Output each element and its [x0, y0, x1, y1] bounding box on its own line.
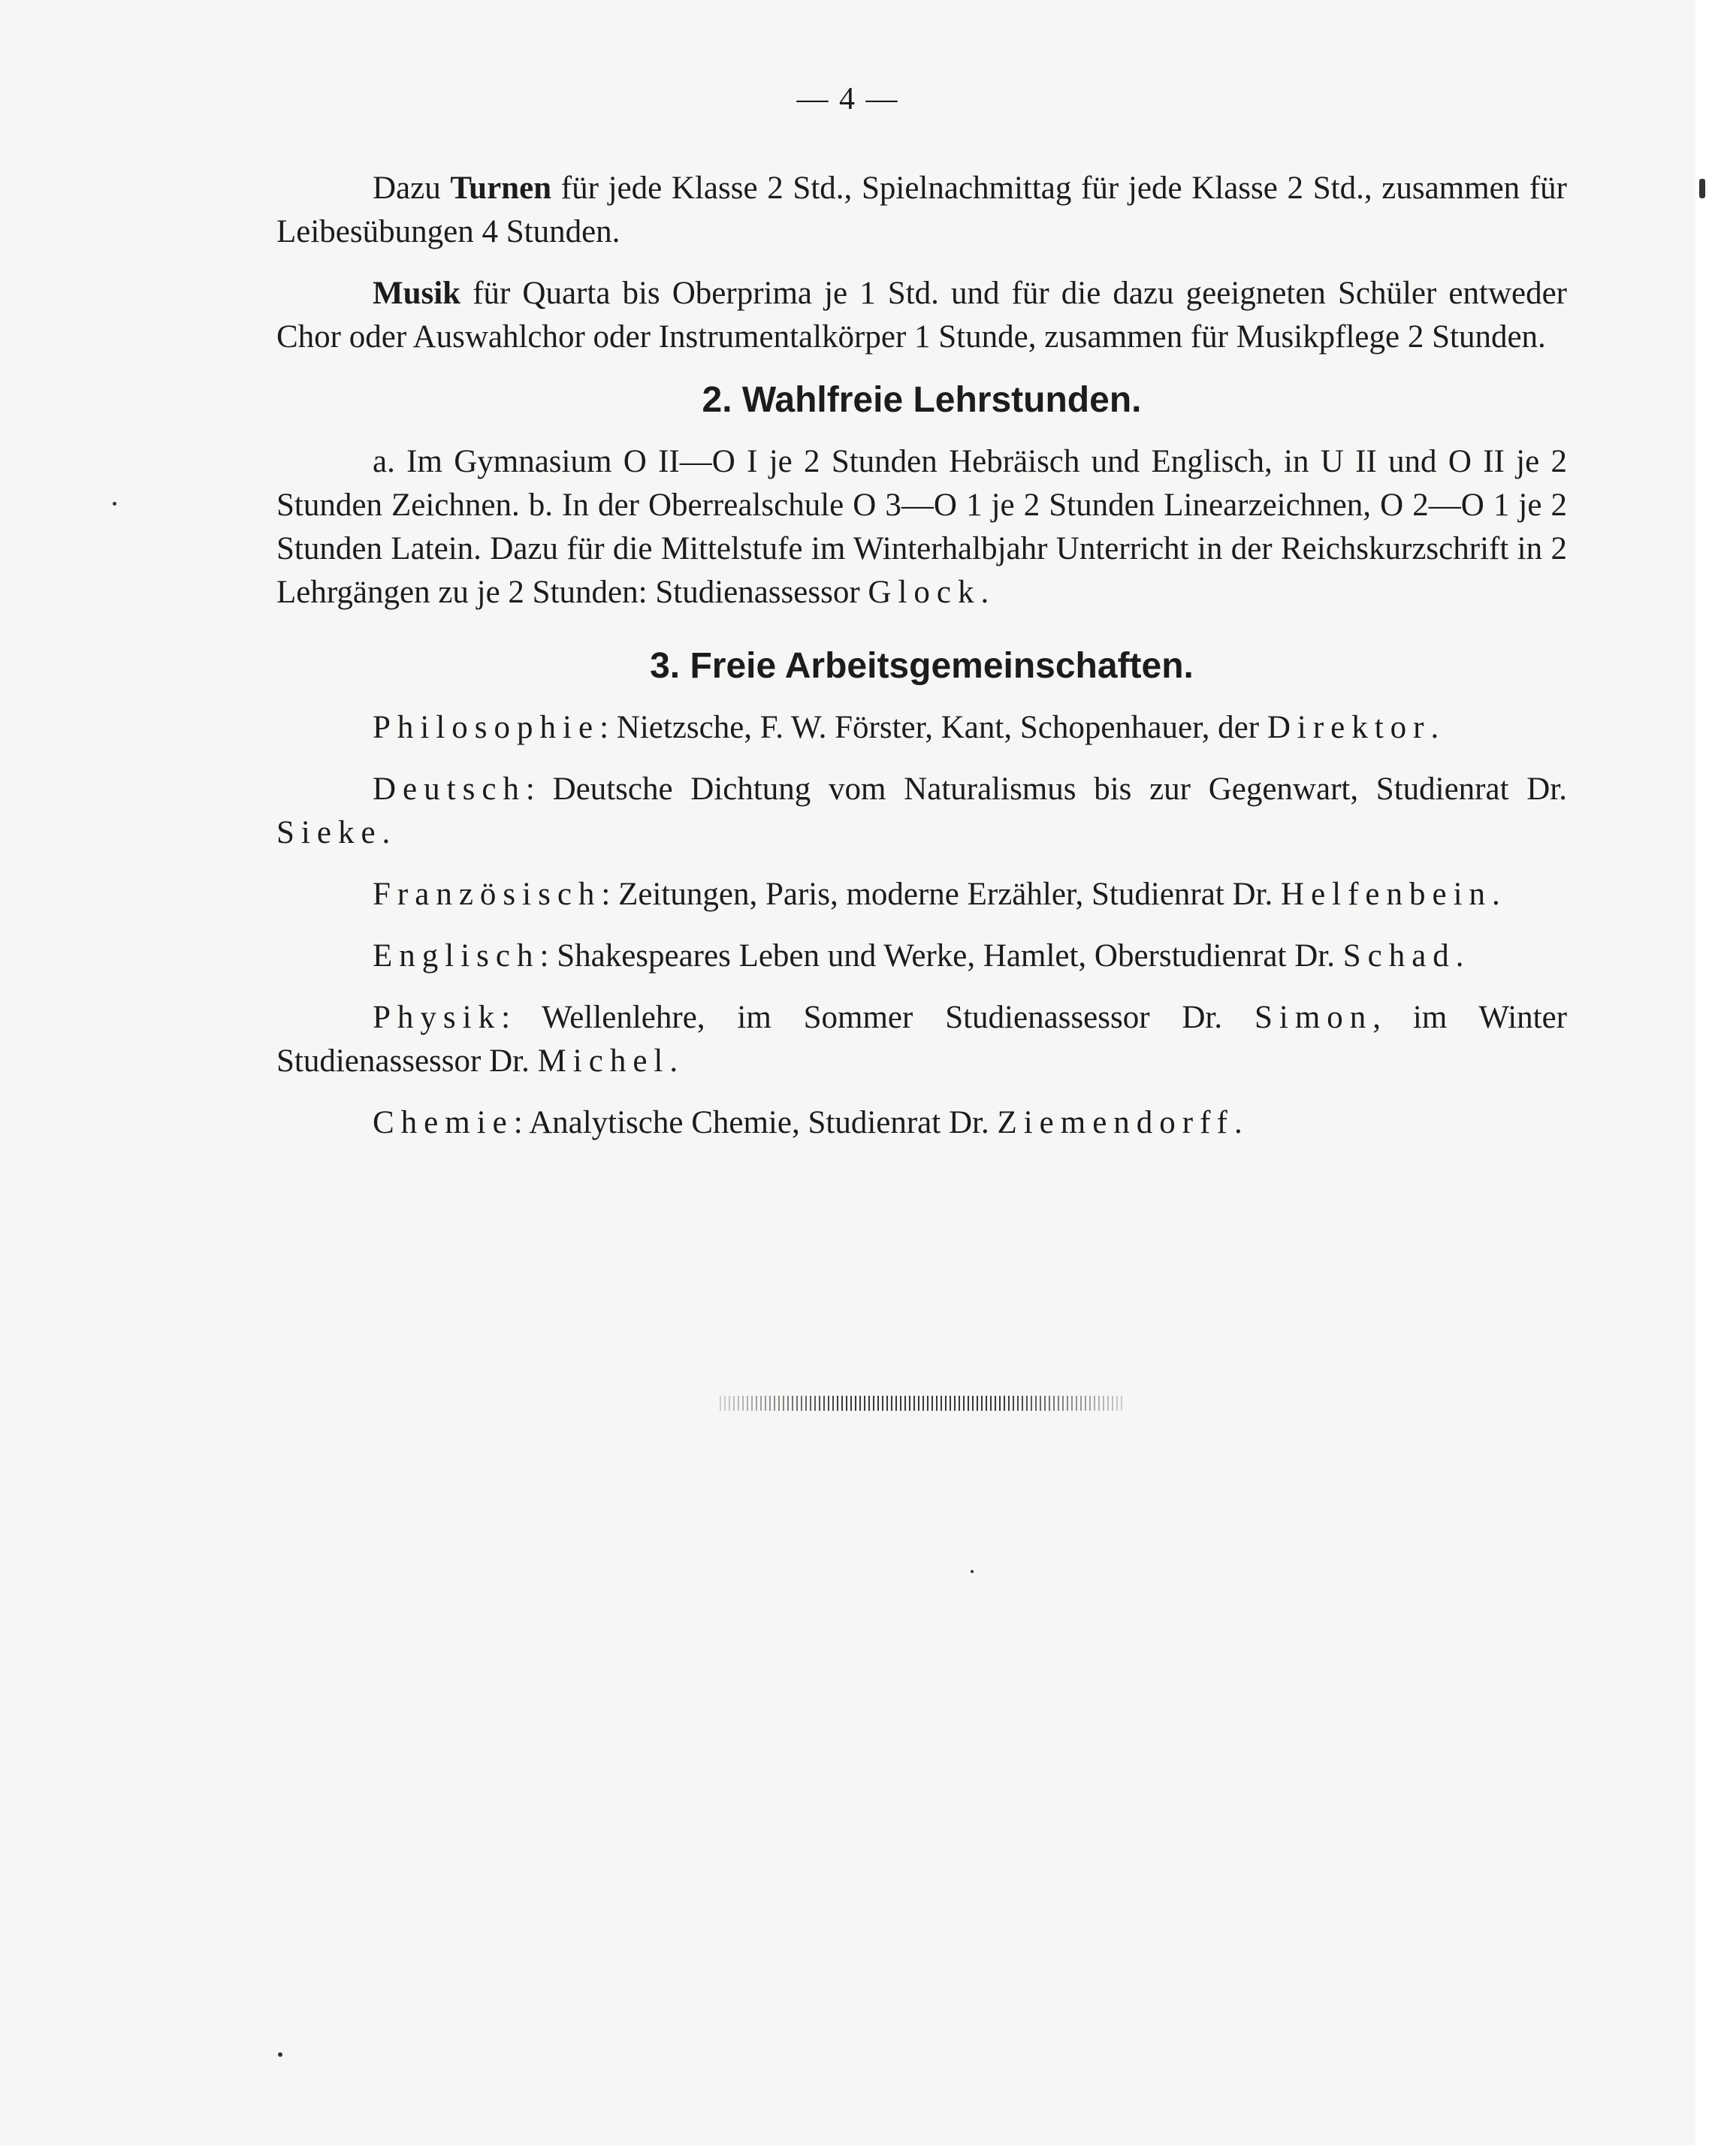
subject-name: Physik — [373, 1000, 502, 1035]
person-name: Ziemendorff — [997, 1105, 1234, 1140]
subject-name: Französisch — [373, 877, 602, 912]
subject-name: Chemie — [373, 1105, 514, 1140]
person-name: Simon — [1254, 1000, 1373, 1035]
separator: : — [513, 1105, 530, 1140]
person-name: Glock — [868, 575, 981, 610]
heading-freie-arbeitsgemeinschaften: 3. Freie Arbeitsgemeinschaften. — [650, 646, 1194, 686]
page-number: — 4 — — [796, 82, 899, 116]
item-text: Analytische Chemie, Studienrat Dr. — [529, 1105, 998, 1140]
text-run: . — [1492, 877, 1500, 912]
subject-name: Englisch — [373, 938, 540, 974]
item-deutsch — [276, 768, 1567, 855]
item-text: Zeitungen, Paris, moderne Erzähler, Studienrat Dr. — [618, 877, 1282, 912]
item-physik — [276, 996, 1567, 1083]
text-run: Dazu — [373, 171, 451, 206]
person-name: Sieke — [276, 815, 382, 850]
keyword-musik: Musik — [373, 276, 461, 311]
paragraph-wahlfreie — [276, 440, 1567, 614]
decorative-end-rule — [720, 1396, 1125, 1411]
separator: : — [599, 710, 617, 745]
keyword-turnen: Turnen — [450, 171, 552, 206]
subject-name: Deutsch — [373, 772, 526, 807]
text-run: a. Im Gymnasium O II—O I je 2 Stunden Hebräisch und Englisch, in U II und O II je 2 Stunden Zeichnen. b. In der Oberrealschule O 3—O 1 je 2 Stunden Linearzeichnen, O 2—O 1 je 2 Stunden Latein. Dazu für die Mittelstufe im Winterhalbjahr Unterricht in der Reichskurzschrift in 2 Lehrgängen zu je 2 Stunden: Studienassessor — [276, 444, 1567, 610]
item-text: Deutsche Dichtung vom Naturalismus bis zur Gegenwart, Studienrat Dr. — [552, 772, 1567, 807]
item-franzoesisch — [276, 873, 1567, 916]
text-run: . — [382, 815, 391, 850]
text-run: für Quarta bis Oberprima je 1 Std. und für die dazu geeigneten Schüler entweder Chor oder Auswahlchor oder Instrumentalkörper 1 Stunde, zusammen für Musikpflege 2 Stunden. — [276, 276, 1567, 355]
person-name: Helfenbein — [1281, 877, 1493, 912]
scan-speck — [971, 1570, 974, 1573]
person-name: Schad — [1342, 938, 1456, 974]
separator: : — [539, 938, 557, 974]
person-name: Michel — [537, 1043, 670, 1079]
heading-wahlfreie-lehrstunden: 2. Wahlfreie Lehrstunden. — [702, 380, 1142, 420]
paragraph-turnen — [276, 167, 1567, 254]
body-text — [276, 167, 1567, 1145]
item-text: Wellenlehre, im Sommer Studienassessor Dr. — [542, 1000, 1255, 1035]
text-run: . — [1430, 710, 1439, 745]
paragraph-musik — [276, 272, 1567, 359]
separator: : — [501, 1000, 542, 1035]
text-run: für jede Klasse 2 Std., Spielnachmittag für jede Klasse 2 Std., zusammen für Leibesübungen 4 Stunden. — [276, 171, 1567, 249]
subject-name: Philosophie — [373, 710, 600, 745]
text-run: . — [669, 1043, 678, 1079]
scan-speck — [113, 502, 116, 506]
item-chemie — [276, 1101, 1567, 1145]
item-text: , im Winter Studienassessor Dr. — [276, 1000, 1568, 1079]
separator: : — [525, 772, 553, 807]
text-run: . — [1233, 1105, 1242, 1140]
scan-speck — [278, 2052, 282, 2057]
person-name: Direktor — [1267, 710, 1431, 745]
item-text: Shakespeares Leben und Werke, Hamlet, Oberstudienrat Dr. — [557, 938, 1343, 974]
scan-speck — [1699, 179, 1705, 198]
item-englisch — [276, 935, 1567, 978]
separator: : — [601, 877, 619, 912]
text-run: . — [980, 575, 989, 610]
item-text: Nietzsche, F. W. Förster, Kant, Schopenhauer, der — [616, 710, 1267, 745]
item-philosophie — [276, 706, 1567, 750]
text-run: . — [1455, 938, 1464, 974]
